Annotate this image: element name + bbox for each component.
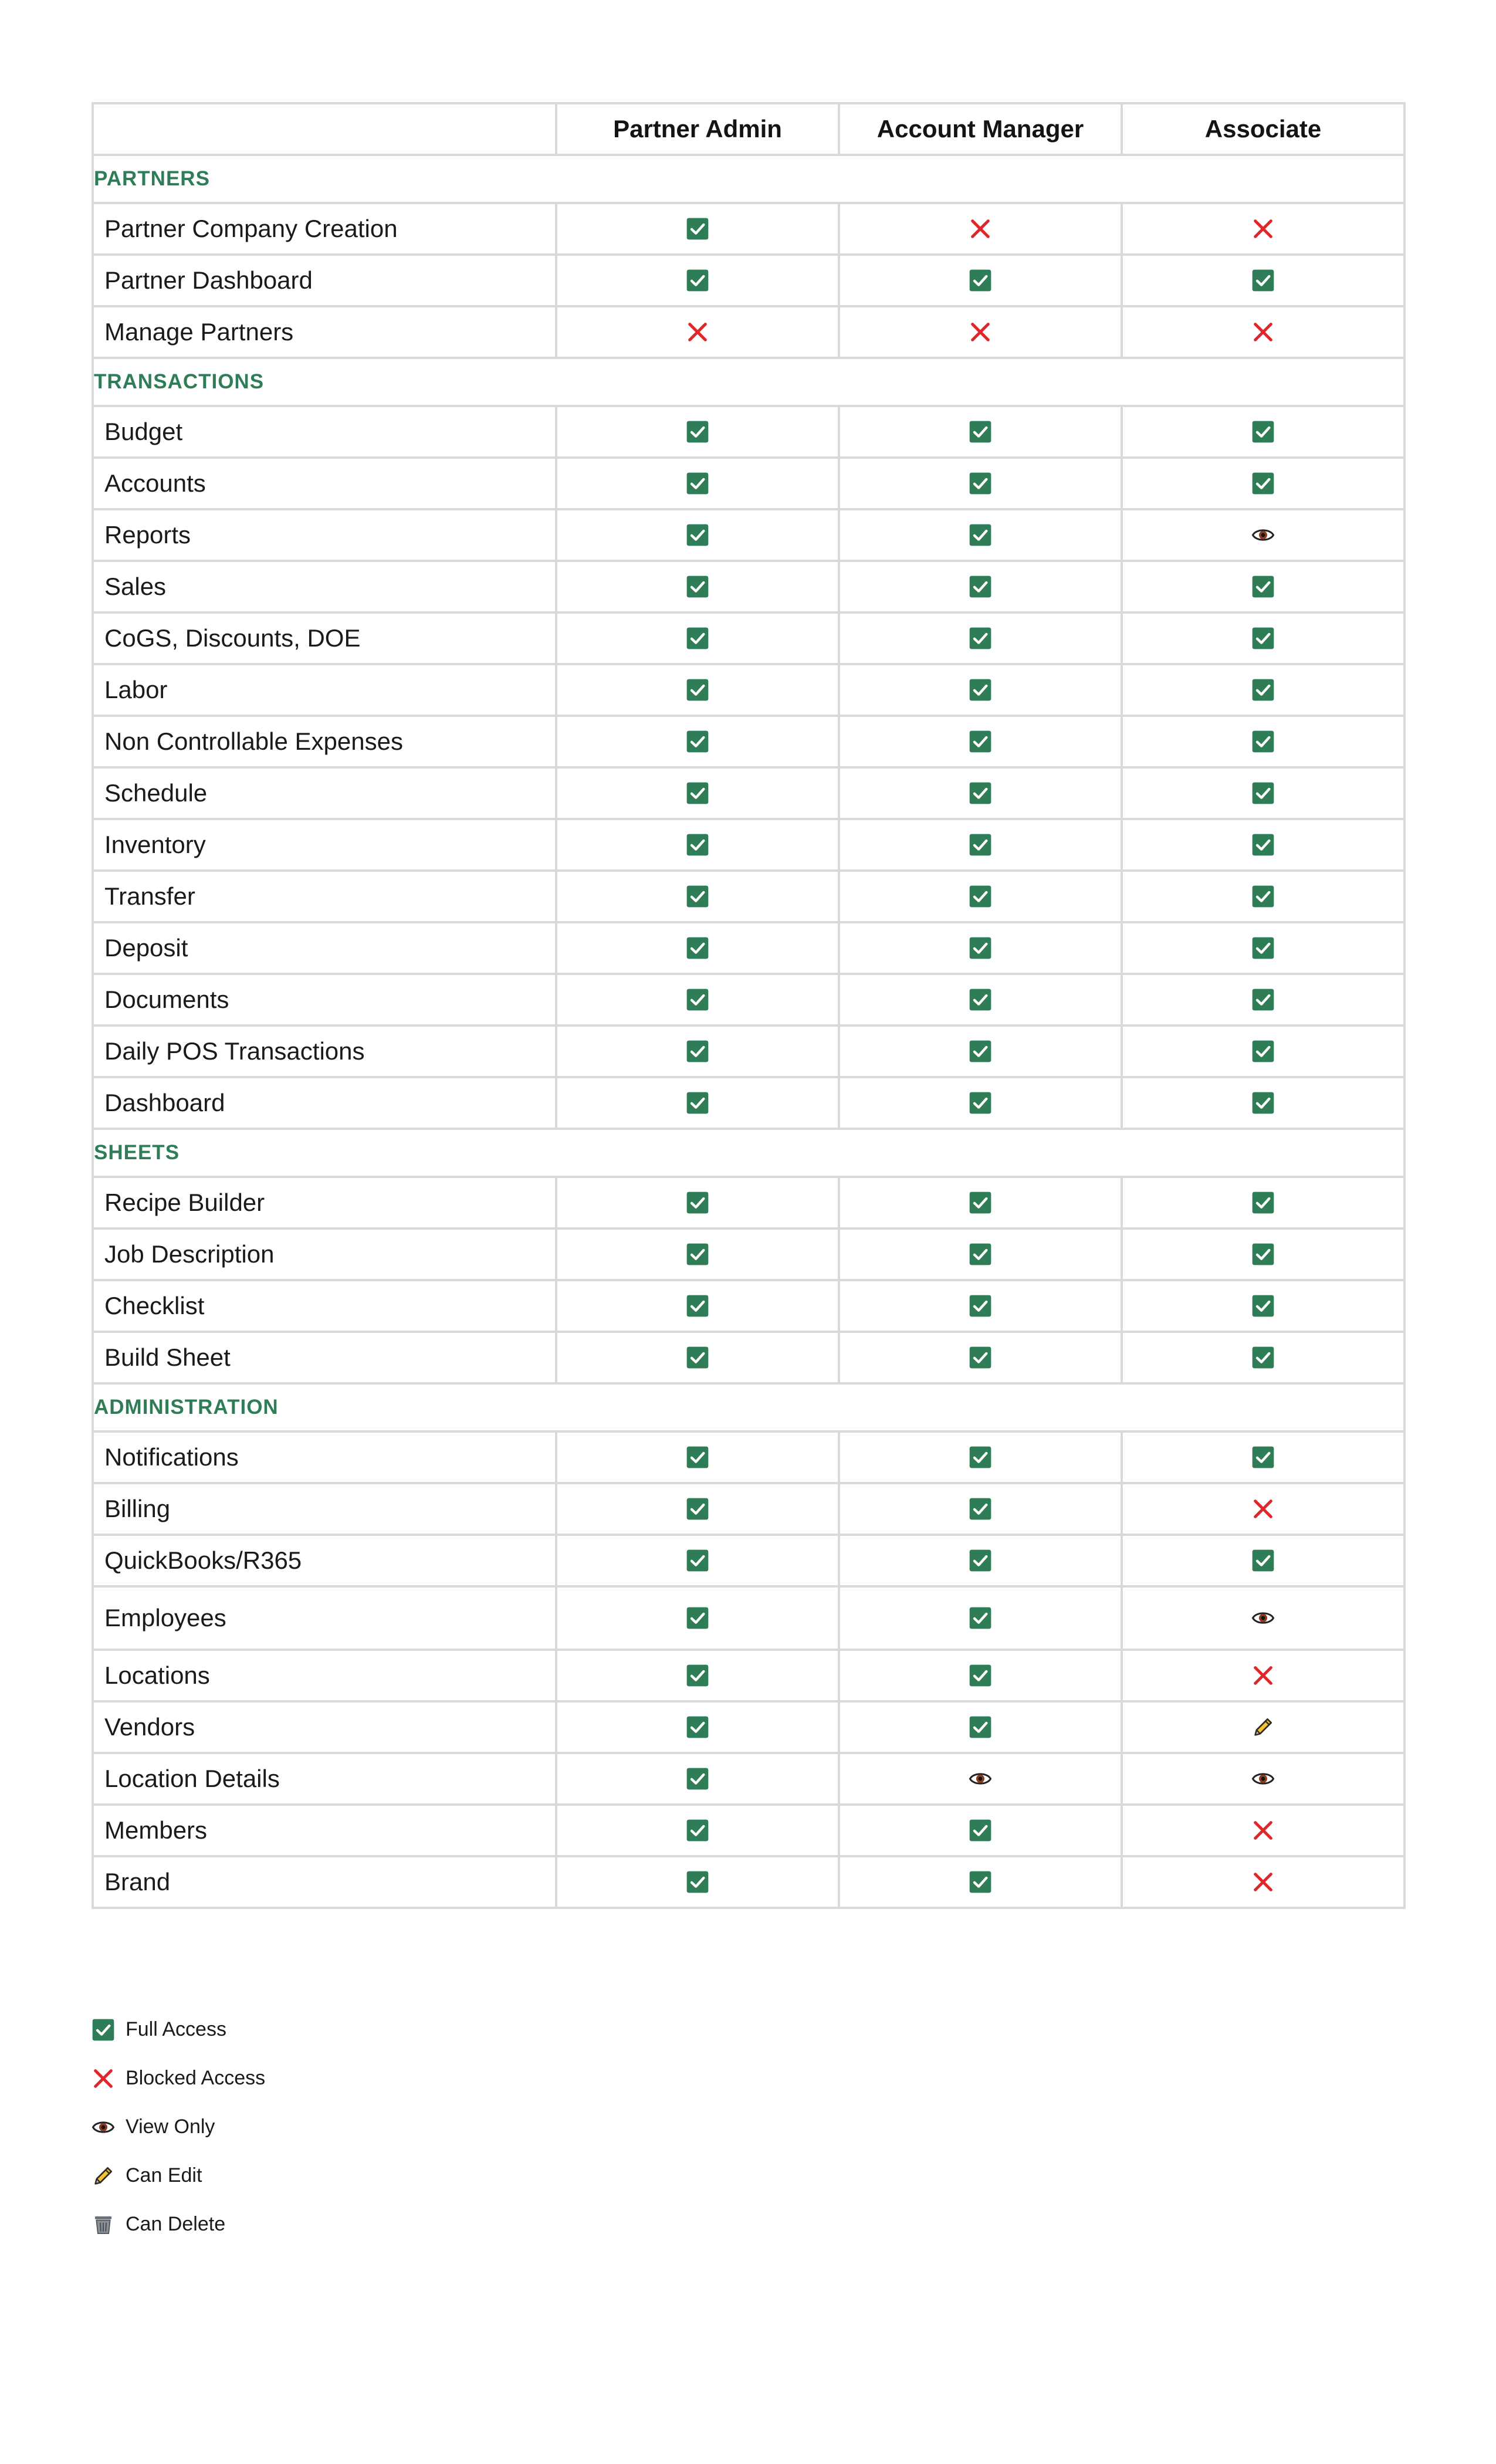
checkmark-icon — [1251, 1040, 1275, 1063]
x-icon — [1251, 1819, 1275, 1842]
permission-cell-associate — [1122, 1280, 1404, 1332]
feature-name: Build Sheet — [93, 1332, 556, 1383]
checkmark-icon — [1251, 833, 1275, 857]
feature-name: Transfer — [93, 871, 556, 922]
permission-cell-partner-admin — [556, 1332, 839, 1383]
legend-item-blocked-access — [92, 2054, 265, 2103]
feature-name: Brand — [93, 1856, 556, 1908]
permission-cell-partner-admin — [556, 819, 839, 871]
table-header-row — [93, 103, 1404, 155]
table-body — [93, 155, 1404, 1908]
permission-cell-partner-admin — [556, 203, 839, 255]
table-row — [93, 1228, 1404, 1280]
x-icon — [686, 320, 709, 344]
feature-name: Location Details — [93, 1753, 556, 1805]
feature-name: Recipe Builder — [93, 1177, 556, 1228]
permission-cell-account-manager — [839, 1177, 1122, 1228]
checkmark-icon — [686, 1040, 709, 1063]
section-title: TRANSACTIONS — [93, 358, 1404, 406]
permission-cell-account-manager — [839, 974, 1122, 1025]
permission-cell-partner-admin — [556, 1431, 839, 1483]
checkmark-icon — [686, 1243, 709, 1266]
permission-cell-associate — [1122, 612, 1404, 664]
checkmark-icon — [686, 1870, 709, 1894]
feature-name: Employees — [93, 1586, 556, 1650]
checkmark-icon — [686, 1549, 709, 1572]
section-row-administration — [93, 1383, 1404, 1431]
section-row-sheets — [93, 1129, 1404, 1177]
checkmark-icon — [1251, 936, 1275, 960]
legend-label: Can Edit — [126, 2164, 202, 2187]
legend-label: Blocked Access — [126, 2067, 266, 2089]
checkmark-icon — [969, 1497, 992, 1521]
checkmark-icon — [1251, 420, 1275, 444]
feature-name: Sales — [93, 561, 556, 612]
checkmark-icon — [1251, 575, 1275, 598]
checkmark-icon — [1251, 1446, 1275, 1469]
feature-name: Labor — [93, 664, 556, 716]
permission-cell-partner-admin — [556, 1586, 839, 1650]
table-row — [93, 1177, 1404, 1228]
permission-cell-associate — [1122, 1650, 1404, 1701]
permission-cell-partner-admin — [556, 1650, 839, 1701]
table-row — [93, 819, 1404, 871]
checkmark-icon — [969, 1549, 992, 1572]
table-row — [93, 406, 1404, 458]
permission-cell-account-manager — [839, 1805, 1122, 1856]
x-icon — [1251, 1497, 1275, 1521]
checkmark-icon — [969, 730, 992, 753]
permission-cell-associate — [1122, 922, 1404, 974]
permission-cell-partner-admin — [556, 767, 839, 819]
permission-cell-partner-admin — [556, 406, 839, 458]
checkmark-icon — [969, 1819, 992, 1842]
checkmark-icon — [969, 1346, 992, 1369]
checkmark-icon — [969, 1243, 992, 1266]
role-header-associate: Associate — [1122, 103, 1404, 155]
section-row-transactions — [93, 358, 1404, 406]
x-icon — [969, 217, 992, 241]
permission-cell-account-manager — [839, 1535, 1122, 1586]
permission-cell-associate — [1122, 1701, 1404, 1753]
table-row — [93, 1856, 1404, 1908]
table-row — [93, 1332, 1404, 1383]
checkmark-icon — [686, 1091, 709, 1115]
permission-cell-account-manager — [839, 1431, 1122, 1483]
permission-cell-account-manager — [839, 1280, 1122, 1332]
section-title: SHEETS — [93, 1129, 1404, 1177]
permission-cell-associate — [1122, 1077, 1404, 1129]
pencil-icon — [1251, 1715, 1275, 1739]
permission-cell-associate — [1122, 1332, 1404, 1383]
pencil-icon — [92, 2164, 119, 2188]
feature-name: Schedule — [93, 767, 556, 819]
checkmark-icon — [686, 1294, 709, 1318]
permission-cell-partner-admin — [556, 1856, 839, 1908]
checkmark-icon — [969, 472, 992, 495]
table-row — [93, 1280, 1404, 1332]
permission-cell-account-manager — [839, 561, 1122, 612]
feature-name: Deposit — [93, 922, 556, 974]
eye-icon — [969, 1767, 992, 1791]
checkmark-icon — [1251, 885, 1275, 908]
checkmark-icon — [969, 1664, 992, 1687]
permission-cell-account-manager — [839, 1650, 1122, 1701]
permission-cell-associate — [1122, 1431, 1404, 1483]
checkmark-icon — [686, 269, 709, 292]
checkmark-icon — [1251, 678, 1275, 702]
checkmark-icon — [686, 1715, 709, 1739]
permission-cell-partner-admin — [556, 871, 839, 922]
permission-cell-associate — [1122, 1856, 1404, 1908]
feature-name: Manage Partners — [93, 306, 556, 358]
checkmark-icon — [686, 936, 709, 960]
checkmark-icon — [969, 1091, 992, 1115]
table-row — [93, 1586, 1404, 1650]
permission-cell-account-manager — [839, 1228, 1122, 1280]
table-row — [93, 458, 1404, 509]
table-row — [93, 306, 1404, 358]
checkmark-icon — [1251, 269, 1275, 292]
checkmark-icon — [686, 781, 709, 805]
table-row — [93, 203, 1404, 255]
checkmark-icon — [969, 1715, 992, 1739]
checkmark-icon — [1251, 472, 1275, 495]
permission-cell-partner-admin — [556, 1228, 839, 1280]
checkmark-icon — [1251, 627, 1275, 650]
table-row — [93, 1805, 1404, 1856]
legend-item-full-access — [92, 2005, 265, 2054]
checkmark-icon — [686, 523, 709, 547]
permission-cell-account-manager — [839, 922, 1122, 974]
x-icon — [1251, 320, 1275, 344]
permission-cell-account-manager — [839, 1856, 1122, 1908]
x-icon — [92, 2067, 119, 2090]
checkmark-icon — [686, 1346, 709, 1369]
checkmark-icon — [969, 678, 992, 702]
permission-cell-partner-admin — [556, 716, 839, 767]
checkmark-icon — [1251, 1243, 1275, 1266]
permission-cell-associate — [1122, 767, 1404, 819]
feature-name: CoGS, Discounts, DOE — [93, 612, 556, 664]
permission-cell-account-manager — [839, 1077, 1122, 1129]
table-row — [93, 255, 1404, 306]
table-row — [93, 1025, 1404, 1077]
permission-cell-account-manager — [839, 664, 1122, 716]
feature-name: Reports — [93, 509, 556, 561]
table-row — [93, 1650, 1404, 1701]
feature-name: Billing — [93, 1483, 556, 1535]
permission-cell-associate — [1122, 1025, 1404, 1077]
x-icon — [1251, 1664, 1275, 1687]
x-icon — [1251, 1870, 1275, 1894]
eye-icon — [1251, 523, 1275, 547]
permission-cell-account-manager — [839, 871, 1122, 922]
checkmark-icon — [969, 781, 992, 805]
permission-cell-account-manager — [839, 406, 1122, 458]
permission-cell-account-manager — [839, 203, 1122, 255]
permission-cell-partner-admin — [556, 561, 839, 612]
checkmark-icon — [1251, 781, 1275, 805]
checkmark-icon — [1251, 1191, 1275, 1214]
permission-cell-partner-admin — [556, 922, 839, 974]
permission-cell-partner-admin — [556, 1077, 839, 1129]
permission-cell-account-manager — [839, 306, 1122, 358]
checkmark-icon — [686, 678, 709, 702]
trash-icon — [92, 2213, 119, 2236]
permission-cell-account-manager — [839, 509, 1122, 561]
checkmark-icon — [686, 472, 709, 495]
checkmark-icon — [1251, 1294, 1275, 1318]
permission-cell-associate — [1122, 406, 1404, 458]
permission-cell-account-manager — [839, 1025, 1122, 1077]
table-row — [93, 664, 1404, 716]
checkmark-icon — [969, 1446, 992, 1469]
checkmark-icon — [969, 1606, 992, 1630]
checkmark-icon — [969, 885, 992, 908]
checkmark-icon — [1251, 1549, 1275, 1572]
checkmark-icon — [686, 833, 709, 857]
permission-cell-account-manager — [839, 819, 1122, 871]
feature-name: Partner Dashboard — [93, 255, 556, 306]
checkmark-icon — [686, 885, 709, 908]
checkmark-icon — [969, 1870, 992, 1894]
checkmark-icon — [969, 1040, 992, 1063]
checkmark-icon — [686, 420, 709, 444]
feature-name: Budget — [93, 406, 556, 458]
permission-cell-associate — [1122, 509, 1404, 561]
role-header-account-manager: Account Manager — [839, 103, 1122, 155]
feature-name: Partner Company Creation — [93, 203, 556, 255]
table-row — [93, 1431, 1404, 1483]
legend-item-can-delete — [92, 2200, 265, 2249]
checkmark-icon — [686, 1191, 709, 1214]
permission-cell-associate — [1122, 1177, 1404, 1228]
legend-item-can-edit — [92, 2151, 265, 2200]
checkmark-icon — [969, 936, 992, 960]
permission-cell-associate — [1122, 458, 1404, 509]
legend-label: View Only — [126, 2116, 215, 2138]
permission-cell-associate — [1122, 871, 1404, 922]
checkmark-icon — [969, 523, 992, 547]
checkmark-icon — [969, 833, 992, 857]
permission-cell-account-manager — [839, 767, 1122, 819]
table-row — [93, 509, 1404, 561]
permission-cell-partner-admin — [556, 1280, 839, 1332]
checkmark-icon — [969, 1294, 992, 1318]
checkmark-icon — [686, 1606, 709, 1630]
feature-name: Checklist — [93, 1280, 556, 1332]
permission-cell-associate — [1122, 1483, 1404, 1535]
checkmark-icon — [686, 1819, 709, 1842]
eye-icon — [1251, 1767, 1275, 1791]
permission-cell-partner-admin — [556, 1701, 839, 1753]
permission-cell-account-manager — [839, 255, 1122, 306]
permission-cell-associate — [1122, 1535, 1404, 1586]
feature-name: Locations — [93, 1650, 556, 1701]
feature-name: Job Description — [93, 1228, 556, 1280]
checkmark-icon — [686, 627, 709, 650]
permission-cell-associate — [1122, 1753, 1404, 1805]
section-title: PARTNERS — [93, 155, 1404, 203]
table-row — [93, 612, 1404, 664]
feature-name: Dashboard — [93, 1077, 556, 1129]
header-corner-cell — [93, 103, 556, 155]
table-row — [93, 561, 1404, 612]
permissions-table — [92, 102, 1406, 1909]
permission-cell-account-manager — [839, 458, 1122, 509]
permission-cell-partner-admin — [556, 664, 839, 716]
checkmark-icon — [686, 1664, 709, 1687]
checkmark-icon — [969, 420, 992, 444]
x-icon — [969, 320, 992, 344]
table-row — [93, 922, 1404, 974]
checkmark-icon — [969, 269, 992, 292]
permission-cell-partner-admin — [556, 1753, 839, 1805]
permission-cell-partner-admin — [556, 1805, 839, 1856]
permission-cell-account-manager — [839, 1753, 1122, 1805]
checkmark-icon — [969, 627, 992, 650]
checkmark-icon — [686, 730, 709, 753]
role-header-partner-admin: Partner Admin — [556, 103, 839, 155]
permission-cell-partner-admin — [556, 1025, 839, 1077]
legend — [92, 2005, 265, 2249]
checkmark-icon — [92, 2018, 119, 2042]
table-row — [93, 1077, 1404, 1129]
table-row — [93, 1701, 1404, 1753]
feature-name: Documents — [93, 974, 556, 1025]
section-row-partners — [93, 155, 1404, 203]
feature-name: Members — [93, 1805, 556, 1856]
permission-cell-associate — [1122, 561, 1404, 612]
table-row — [93, 716, 1404, 767]
permission-cell-partner-admin — [556, 612, 839, 664]
permission-cell-associate — [1122, 1586, 1404, 1650]
feature-name: Notifications — [93, 1431, 556, 1483]
permission-cell-associate — [1122, 664, 1404, 716]
permission-cell-associate — [1122, 1228, 1404, 1280]
checkmark-icon — [686, 575, 709, 598]
table-row — [93, 767, 1404, 819]
legend-item-view-only — [92, 2103, 265, 2151]
permission-cell-partner-admin — [556, 509, 839, 561]
permission-cell-associate — [1122, 255, 1404, 306]
table-row — [93, 1535, 1404, 1586]
permission-cell-partner-admin — [556, 255, 839, 306]
checkmark-icon — [686, 1446, 709, 1469]
eye-icon — [1251, 1606, 1275, 1630]
permission-cell-partner-admin — [556, 306, 839, 358]
eye-icon — [92, 2116, 119, 2139]
permission-cell-account-manager — [839, 612, 1122, 664]
table-row — [93, 1753, 1404, 1805]
legend-label: Can Delete — [126, 2213, 226, 2235]
permission-cell-partner-admin — [556, 1177, 839, 1228]
feature-name: Accounts — [93, 458, 556, 509]
table-row — [93, 974, 1404, 1025]
checkmark-icon — [1251, 988, 1275, 1011]
permission-cell-associate — [1122, 306, 1404, 358]
permission-cell-associate — [1122, 1805, 1404, 1856]
checkmark-icon — [969, 575, 992, 598]
x-icon — [1251, 217, 1275, 241]
feature-name: QuickBooks/R365 — [93, 1535, 556, 1586]
permission-cell-associate — [1122, 974, 1404, 1025]
feature-name: Inventory — [93, 819, 556, 871]
feature-name: Vendors — [93, 1701, 556, 1753]
permission-cell-associate — [1122, 716, 1404, 767]
table-row — [93, 1483, 1404, 1535]
feature-name: Daily POS Transactions — [93, 1025, 556, 1077]
table-row — [93, 871, 1404, 922]
permission-cell-account-manager — [839, 1586, 1122, 1650]
permission-cell-account-manager — [839, 1483, 1122, 1535]
checkmark-icon — [969, 1191, 992, 1214]
checkmark-icon — [969, 988, 992, 1011]
permission-cell-associate — [1122, 819, 1404, 871]
permission-cell-account-manager — [839, 716, 1122, 767]
section-title: ADMINISTRATION — [93, 1383, 1404, 1431]
permission-cell-associate — [1122, 203, 1404, 255]
checkmark-icon — [1251, 1091, 1275, 1115]
permission-cell-account-manager — [839, 1701, 1122, 1753]
checkmark-icon — [1251, 1346, 1275, 1369]
checkmark-icon — [1251, 730, 1275, 753]
permission-cell-partner-admin — [556, 1535, 839, 1586]
permission-cell-partner-admin — [556, 974, 839, 1025]
checkmark-icon — [686, 988, 709, 1011]
permission-cell-partner-admin — [556, 1483, 839, 1535]
permission-cell-account-manager — [839, 1332, 1122, 1383]
checkmark-icon — [686, 1767, 709, 1791]
permission-cell-partner-admin — [556, 458, 839, 509]
feature-name: Non Controllable Expenses — [93, 716, 556, 767]
checkmark-icon — [686, 1497, 709, 1521]
legend-label: Full Access — [126, 2018, 226, 2040]
checkmark-icon — [686, 217, 709, 241]
